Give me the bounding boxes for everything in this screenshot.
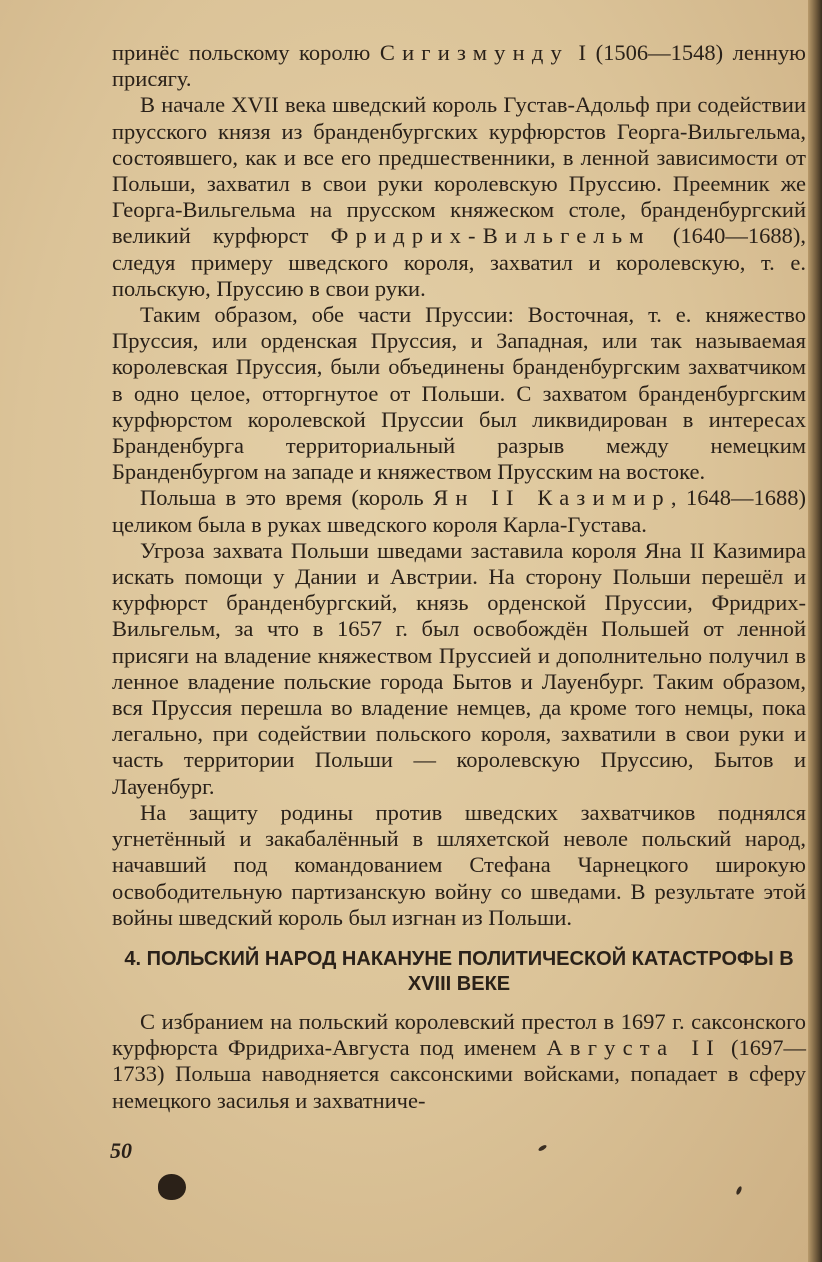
text-run: Угроза захвата Польши шведами заставила короля Яна II Казимира искать помощи у Дании и Австрии. На сторону Польши перешёл и курфюрст бранденбургский, князь орденской Пруссии, Фридрих-Вильгельм, за что в 1657 г. был освобождён Польшей от ленной присяги на владение княжеством Пруссией и дополнительно получил в ленное владение польские города Бытов и Лауенбург. Таким образом, вся Пруссия перешла во владение немцев, да кроме того немцы, пока легально, при содействии польского короля, захватили в свои руки и часть территории Польши — королевскую Пруссию, Бытов и Лауенбург. <box>112 537 806 799</box>
page-text <box>112 40 806 1114</box>
spaced-name: Сигизмунду <box>379 40 569 65</box>
text-run: Польша в это время (король <box>140 485 434 511</box>
text-run: , 1648—1688) целиком была в руках шведского короля Карла-Густава. <box>112 485 806 537</box>
text-paragraph <box>112 92 806 302</box>
text-paragraph <box>112 40 806 92</box>
spaced-name: Августа II <box>546 1035 721 1061</box>
text-paragraph <box>112 1009 806 1114</box>
text-paragraph <box>112 302 806 485</box>
text-paragraph <box>112 538 806 800</box>
text-run: Таким образом, обе части Пруссии: Восточная, т. е. княжество Пруссия, или орденская Пруссия, и Западная, или так называемая королевская Пруссия, были объединены бранденбургским захватчиком в одно целое, отторгнутое от Польши. С захватом бранденбургским курфюрстом королевской Пруссии был ликвидирован в интересах Бранденбурга территориальный разрыв между немецким Бранденбургом на западе и княжеством Прусским на востоке. <box>112 302 806 485</box>
ink-blot <box>158 1174 186 1200</box>
text-paragraph <box>112 800 806 931</box>
text-run: С избранием на польский королевский престол в 1697 г. саксонского курфюрста Фридриха-Августа под именем <box>112 1008 806 1061</box>
spaced-name: Фридрих-Вильгельм <box>330 223 651 249</box>
speck-mark <box>538 1144 548 1152</box>
spaced-name: Ян II Казимир <box>433 485 671 511</box>
section-heading <box>112 947 806 997</box>
text-run: принёс польскому королю <box>112 40 380 65</box>
page-number: 50 <box>110 1138 132 1163</box>
text-run: 4. ПОЛЬСКИЙ НАРОД НАКАНУНЕ ПОЛИТИЧЕСКОЙ КАТАСТРОФЫ В XVIII ВЕКЕ <box>124 947 794 995</box>
text-run: (1640—1688), следуя примеру шведского короля, захватил и королевскую, т. е. польскую, Пруссию в свои руки. <box>112 223 806 301</box>
text-run: I (1506—1548) ленную присягу. <box>112 40 806 92</box>
text-run: На защиту родины против шведских захватчиков поднялся угнетённый и закабалённый в шляхетской неволе польский народ, начавший под командованием Стефана Чарнецкого широкую освободительную партизанскую войну со шведами. В результате этой войны шведский король был изгнан из Польши. <box>112 799 806 930</box>
text-run: (1697—1733) Польша наводняется саксонскими войсками, попадает в сферу немецкого засилья и захватниче- <box>112 1035 807 1113</box>
page-edge-shadow <box>808 0 822 1262</box>
speck-mark <box>735 1186 742 1196</box>
text-run: В начале XVII века шведский король Густав-Адольф при содействии прусского князя из бранденбургских курфюрстов Георга-Вильгельма, состоявшего, как и все его предшественники, в ленной зависимости от Польши, захватил в свои руки королевскую Пруссию. Преемник же Георга-Вильгельма на прусском княжеском столе, бранденбургский великий курфюрст <box>112 92 806 249</box>
text-paragraph <box>112 485 806 537</box>
